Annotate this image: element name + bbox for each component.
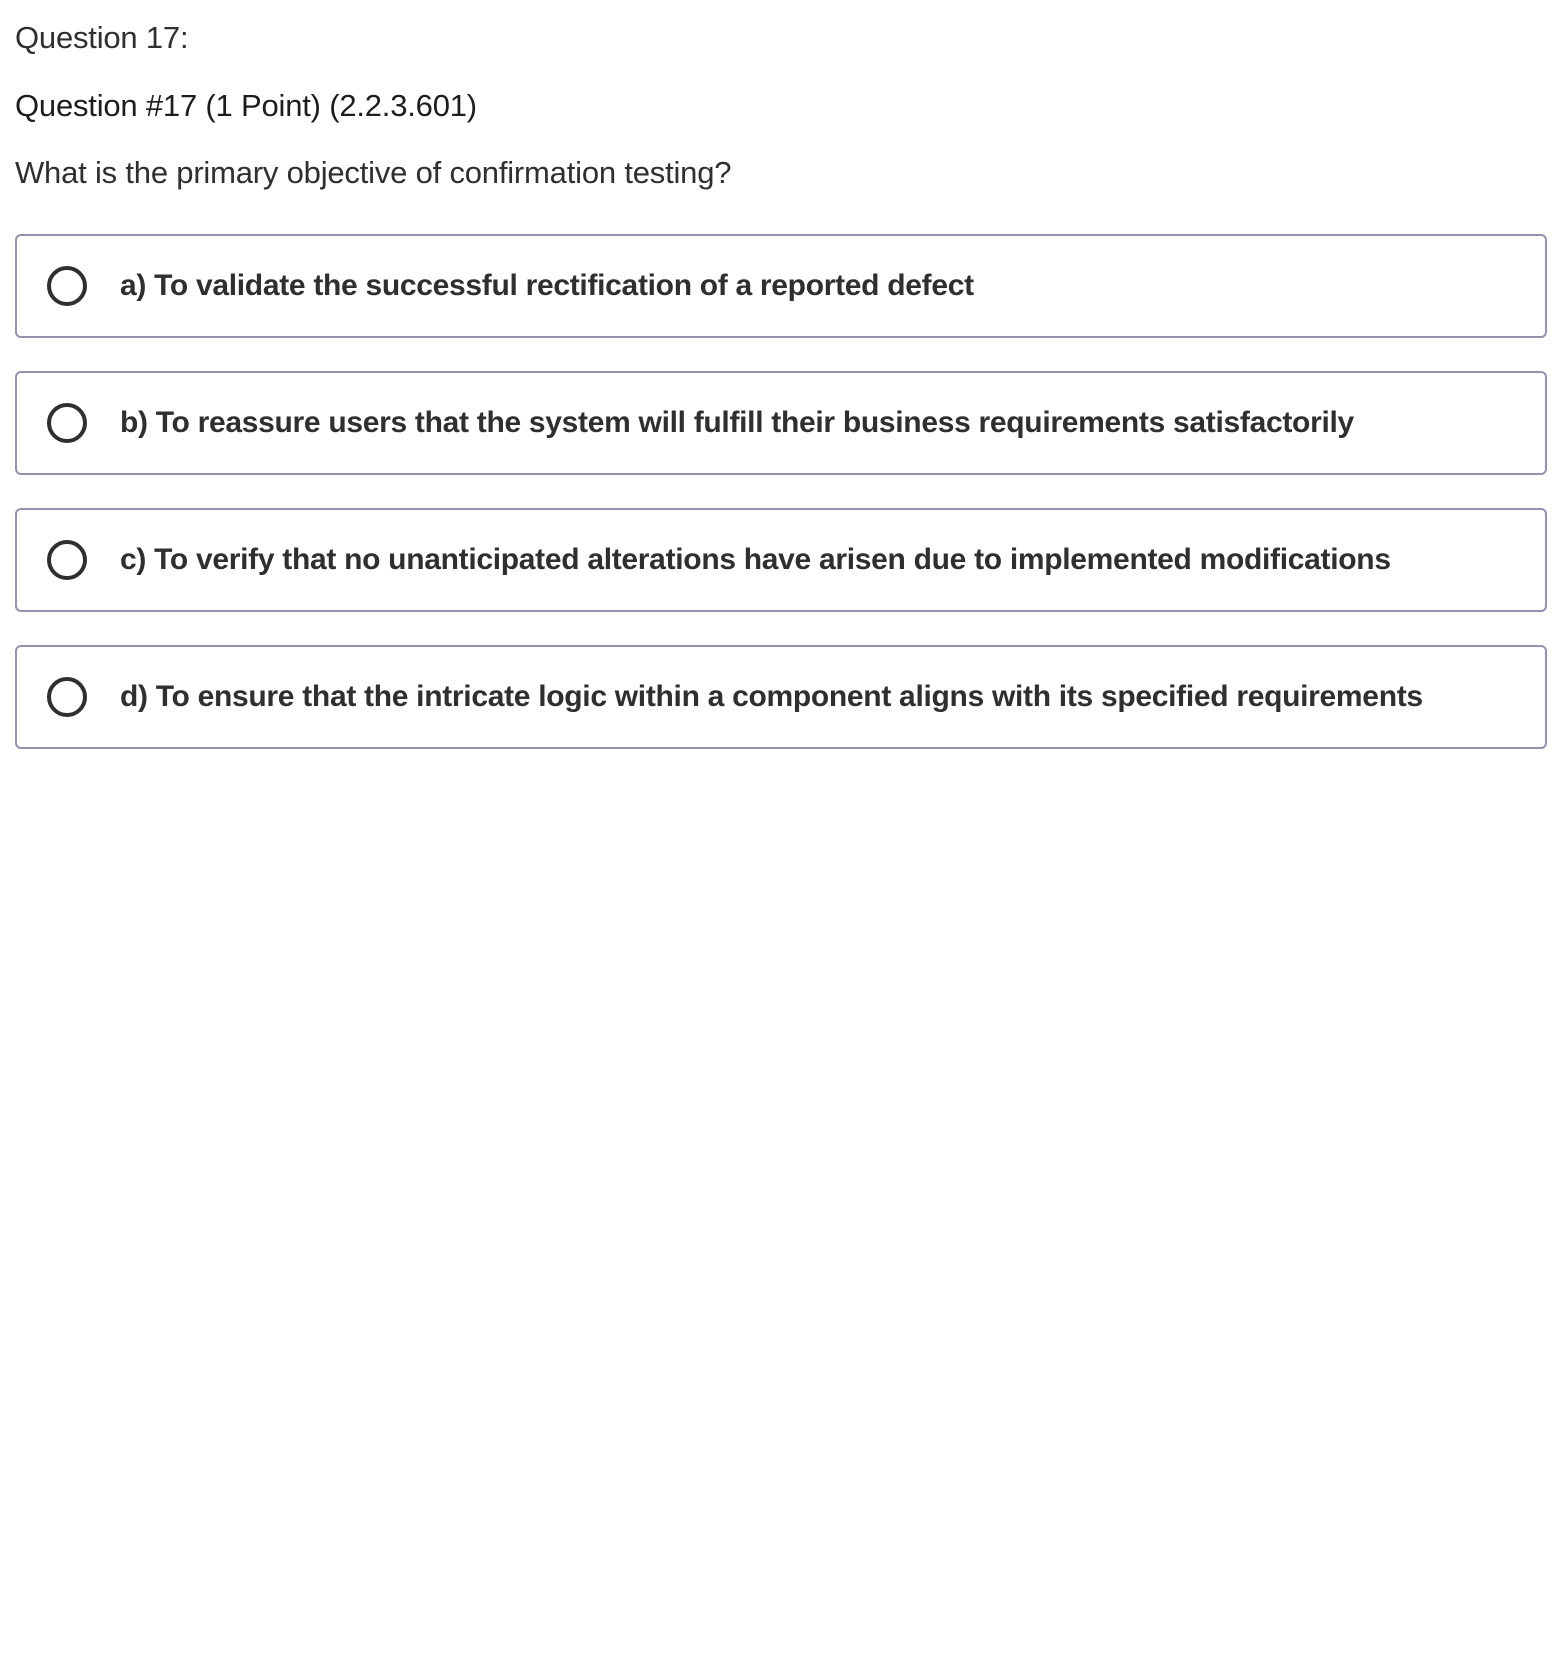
answer-option-label: c) To verify that no unanticipated alterations have arisen due to implemented modifications — [120, 543, 1391, 576]
answer-option-c[interactable] — [15, 508, 1547, 612]
radio-unselected-icon[interactable] — [47, 266, 87, 306]
answer-option-label: b) To reassure users that the system will fulfill their business requirements satisfactorily — [120, 406, 1354, 439]
answer-option-label: a) To validate the successful rectification of a reported defect — [120, 269, 974, 302]
answer-option-d[interactable] — [15, 645, 1547, 749]
radio-unselected-icon[interactable] — [47, 540, 87, 580]
radio-unselected-icon[interactable] — [47, 403, 87, 443]
question-prompt: What is the primary objective of confirmation testing? — [15, 155, 732, 190]
question-number: Question 17: — [15, 20, 189, 55]
answer-option-label: d) To ensure that the intricate logic within a component aligns with its specified requirements — [120, 680, 1423, 713]
answer-option-a[interactable] — [15, 234, 1547, 338]
question-heading: Question #17 (1 Point) (2.2.3.601) — [15, 88, 477, 123]
answer-options — [15, 234, 1547, 749]
radio-unselected-icon[interactable] — [47, 677, 87, 717]
answer-option-b[interactable] — [15, 371, 1547, 475]
